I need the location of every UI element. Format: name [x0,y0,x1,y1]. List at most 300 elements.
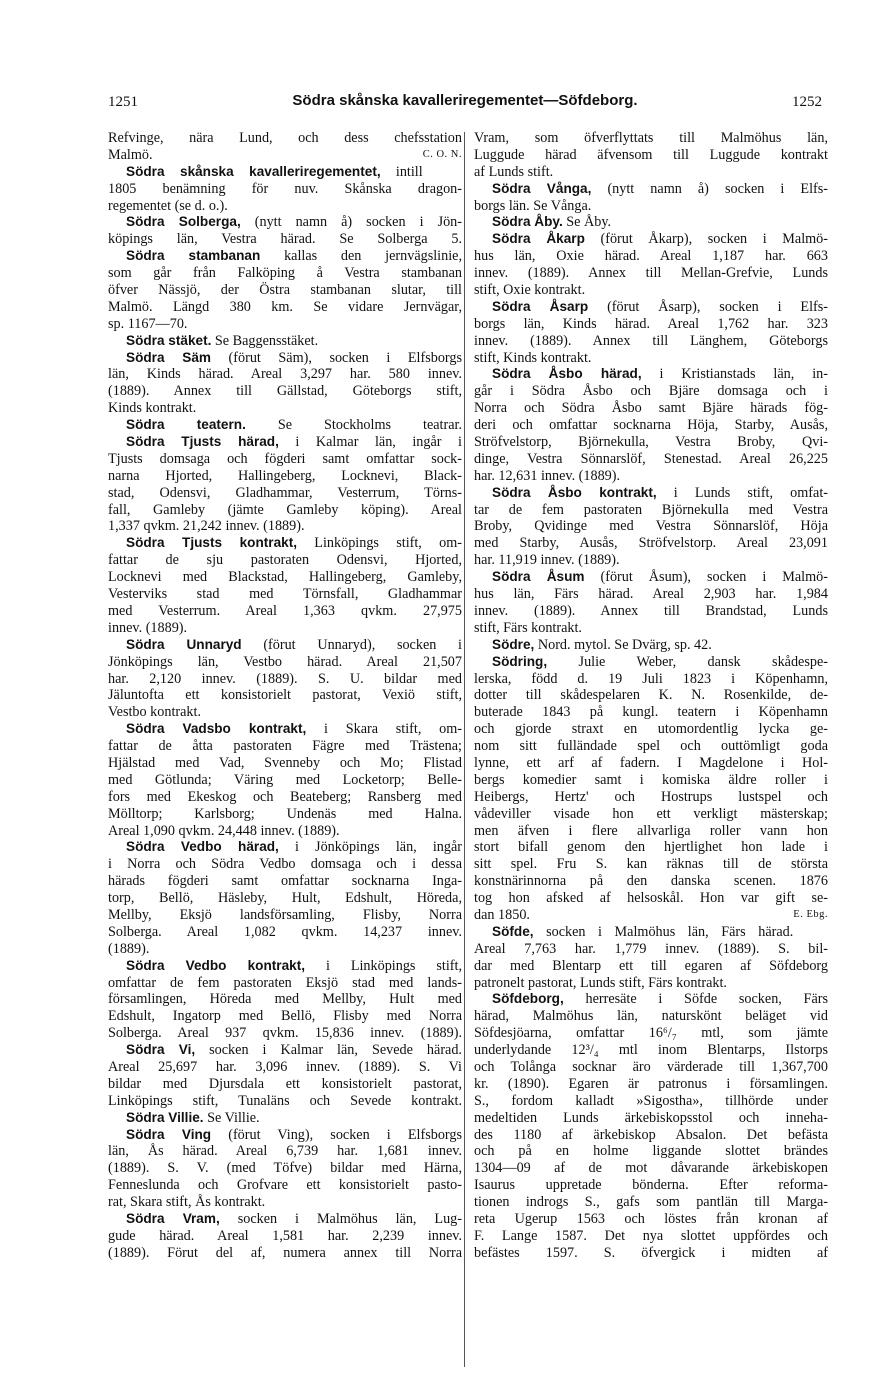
line-text: Vestbo kontrakt. [108,704,201,721]
text-line [474,366,828,383]
line-text: Mellby, Eksjö landsförsamling, Flisby, Norra [108,906,462,923]
text-line [108,164,462,181]
line-text: borgs län. Se Vånga. [474,197,592,214]
text-line [108,1025,462,1042]
line-text: (förut Ving), socken i Elfsborgs [211,1126,462,1143]
text-line [108,1177,462,1194]
text-line [108,1110,462,1127]
text-line [474,738,828,755]
line-text: (1889). S. V. (med Töfve) bildar med Härna, [108,1160,462,1177]
text-line [474,856,828,873]
line-text: 1304—09 af de mot dåvarande ärkebiskopen [474,1160,828,1177]
entry-headword: Södra Tjusts härad, [126,434,279,450]
text-line [108,434,462,451]
text-line [108,282,462,299]
line-text: Malmö. [108,146,153,163]
text-line [474,485,828,502]
page-number-left: 1251 [108,94,138,110]
text-line [108,265,462,282]
line-text: har. 2,120 innev. (1889). S. U. bildar med [108,670,462,687]
line-text: (förut Åsum), socken i Malmö- [584,569,828,586]
text-line [474,164,828,181]
text-line [474,214,828,231]
text-line [474,1127,828,1144]
line-text: dotter till skådespelaren K. N. Rosenkilde, de- [474,687,828,704]
line-text: län, Kinds härad. Areal 3,297 har. 580 innev. [108,366,462,383]
entry-headword: Södra Säm [126,349,212,365]
line-text: Se Baggensstäket. [211,332,319,349]
entry-headword: Södra Vadsbo kontrakt, [126,721,307,737]
text-line [474,282,828,299]
text-line [108,1076,462,1093]
text-line [474,924,828,941]
text-line [474,502,828,519]
line-text: Areal 7,763 har. 1,779 innev. (1889). S. bil- [474,940,828,957]
line-text: vådeviller visade hon ett verkligt mästerskap; [474,805,828,822]
line-text: af Lunds stift. [474,163,554,180]
line-text: med Götlunda; Väring med Locketorp; Belle- [108,771,462,788]
author-signature: E. Ebg. [793,908,828,920]
line-text: Julie Weber, dansk skådespe- [547,653,828,670]
line-text: narna Hjorted, Hallingeberg, Locknevi, Black- [108,467,462,484]
text-line [474,130,828,147]
text-line [108,1160,462,1177]
line-text: stift, Oxie kontrakt. [474,282,586,299]
line-text: herresäte i Söfde socken, Färs [563,991,828,1008]
line-text: medeltiden Lunds ärkebiskopsstol och inneha- [474,1109,828,1126]
line-text: Malmö. Längd 380 km. Se vidare Jernvägar, [108,298,462,315]
line-text: i Kalmar län, ingår i [278,434,462,451]
text-line [108,535,462,552]
entry-headword: Södring, [492,653,548,669]
text-line [108,890,462,907]
line-text: köpings län, Vestra härad. Se Solberga 5. [108,231,462,248]
text-line [474,569,828,586]
left-column [108,130,462,1262]
text-line [108,569,462,586]
text-line [108,856,462,873]
text-line [108,975,462,992]
text-line [108,738,462,755]
text-line [474,806,828,823]
line-text: och gjorde straxt en utomordentlig lycka ge- [474,721,828,738]
line-text: innev. (1889). [108,619,188,636]
text-line [474,654,828,671]
entry-headword: Södre, [492,636,535,652]
text-line [474,316,828,333]
text-line [108,586,462,603]
line-text: fors med Ekeskog och Beateberg; Ransberg med [108,788,462,805]
text-line [474,1245,828,1262]
page-number-right: 1252 [792,94,822,110]
entry-headword: Södra Vedbo härad, [126,839,279,855]
line-text: Heibergs, Hertz' och Hostrups lustspel och [474,788,828,805]
line-text: Mölltorp; Karlsborg; Undenäs med Halna. [108,805,462,822]
text-line [108,924,462,941]
text-line [108,1211,462,1228]
text-line [474,552,828,569]
line-text: i Kristianstads län, in- [641,366,828,383]
line-text: dan 1850. [474,906,530,923]
line-text: Kinds kontrakt. [108,400,197,417]
text-line [474,586,828,603]
text-line [474,975,828,992]
text-line [108,147,462,164]
line-text: tionen indrogs S., gafs som pantlän till Marga- [474,1194,828,1211]
text-line [108,755,462,772]
text-line [474,383,828,400]
entry-headword: Södra Solberga, [126,214,241,230]
line-text: Solberga. Areal 1,082 qvkm. 14,237 innev. [108,923,462,940]
line-text: konstnärinnorna på den danska scenen. 1876 [474,873,828,890]
line-text: socken i Kalmar län, Sevede härad. [195,1042,462,1059]
line-text: och på en holme liggande slottet brändes [474,1143,828,1160]
text-line [108,1093,462,1110]
text-line [108,721,462,738]
text-line [108,671,462,688]
text-line [474,958,828,975]
entry-headword: Södra skånska kavalleriregementet, [126,163,381,179]
text-line [108,316,462,333]
line-text: borgs län, Kinds härad. Areal 1,762 har. 323 [474,315,828,332]
text-line [108,1143,462,1160]
text-line [108,552,462,569]
entry-headword: Södra Vi, [126,1042,196,1058]
line-text: härad, Malmöhus län, naturskönt beläget vid [474,1008,828,1025]
text-line [108,468,462,485]
text-line [474,1160,828,1177]
text-line [108,907,462,924]
text-line [474,637,828,654]
line-text: Söfdesjöarna, omfattar 16⁶/₇ mtl, som jämte [474,1025,828,1042]
text-line [108,130,462,147]
line-text: som går från Falköping å Vestra stambanan [108,265,462,282]
column-divider [464,132,465,1367]
text-line [474,1228,828,1245]
entry-headword: Södra Åsbo kontrakt, [492,484,657,500]
entry-headword: Södra Ving [126,1126,212,1142]
text-line [108,485,462,502]
line-text: Linköpings stift, om- [297,535,462,552]
text-line [474,248,828,265]
text-line [474,1008,828,1025]
text-line [108,333,462,350]
entry-headword: Söfde, [492,923,534,939]
line-text: stift, Färs kontrakt. [474,619,582,636]
line-text: regementet (se d. o.). [108,197,228,214]
line-text: socken i Malmöhus län, Lug- [219,1211,462,1227]
line-text: Linköpings stift, Tunaläns och Sevede kontrakt. [108,1092,462,1109]
text-line [108,248,462,265]
text-line [108,400,462,417]
line-text: men äfven i flere allvarliga roller vann hon [474,822,828,839]
line-text: församlingen, Höreda med Mellby, Hult med [108,991,462,1008]
line-text: torp, Bellö, Häsleby, Hult, Edshult, Höreda, [108,890,462,907]
text-line [108,383,462,400]
line-text: innev. (1889). Annex till Brandstad, Lunds [474,602,828,619]
text-line [474,890,828,907]
line-text: Edshult, Ingatorp med Bellö, Flisby med Norra [108,1008,462,1025]
text-line [474,1211,828,1228]
text-line [108,502,462,519]
line-text: rat, Skara stift, Ås kontrakt. [108,1194,266,1211]
line-text: des 1180 af ärkebiskop Absalon. Det befästa [474,1126,828,1143]
line-text: innev. (1889). Annex till Mellan-Grefvie, Lunds [474,265,828,282]
text-line [108,941,462,958]
line-text: deri och omfattar socknarna Höja, Starby, Ausås, [474,417,828,434]
text-line [474,839,828,856]
text-line [108,417,462,434]
text-line [474,1194,828,1211]
entry-headword: Södra Villie. [126,1109,204,1125]
line-text: (förut Säm), socken i Elfsborgs [211,349,462,366]
line-text: dar med Blentarp ett till egaren af Söfdeborg [474,957,828,974]
line-text: Norra och Södra Åsbo samt Bjäre härads fög- [474,400,828,417]
text-line [474,400,828,417]
line-text: Locknevi med Blackstad, Hallingeberg, Gamleby, [108,569,462,586]
entry-headword: Södra Vånga, [492,180,592,196]
line-text: Areal 1,090 qvkm. 24,448 innev. (1889). [108,822,340,839]
line-text: och Tolånga socknar äro värderade till 1,367,700 [474,1058,828,1075]
line-text: Jäluntofta ett konsistorielt pastorat, Vexiö stift, [108,687,462,704]
text-line [474,823,828,840]
line-text: län, Ås härad. Areal 6,739 har. 1,681 innev. [108,1143,462,1160]
line-text: reta Ugerup 1563 och löstes från kronan af [474,1211,828,1227]
line-text: Broby, Qvidinge med Vestra Sönnarslöf, Höja [474,518,828,535]
entry-headword: Södra Åsum [492,569,585,585]
line-text: sp. 1167—70. [108,315,188,332]
entry-headword: Södra teatern. [126,417,246,433]
text-line [474,198,828,215]
text-line [108,704,462,721]
text-line [474,451,828,468]
line-text: innev. (1889). Annex till Länghem, Göteborgs [474,332,828,349]
line-text: tar de fem pastoraten Björnekulla med Vestra [474,501,828,518]
text-line [474,417,828,434]
line-text: tog hon afsked af helsoskål. Hon var gift se- [474,890,828,907]
line-text: lerska, född d. 19 Juli 1823 i Köpenhamn, [474,670,828,687]
text-line [108,451,462,468]
line-text: med Starby, Ausås, Ströfvelstorp. Areal 23,091 [474,535,828,552]
line-text: gude härad. Areal 1,581 har. 2,239 innev. [108,1227,462,1244]
text-line [108,654,462,671]
line-text: (1889). Annex till Gällstad, Göteborgs stift, [108,383,462,400]
text-line [474,333,828,350]
line-text: hus län, Oxie härad. Areal 1,187 har. 663 [474,248,828,265]
text-line [474,265,828,282]
text-line [474,231,828,248]
text-line [474,1143,828,1160]
line-text: i Linköpings stift, [305,957,462,974]
line-text: (nytt namn å) socken i Elfs- [591,180,828,197]
text-line [108,603,462,620]
line-text: Hjälstad med Vad, Svenneby och Mo; Flistad [108,754,462,771]
entry-headword: Södra Åsbo härad, [492,366,642,382]
line-text: stad, Odensvi, Gladhammar, Vesterrum, Törns- [108,484,462,501]
text-line [108,1194,462,1211]
text-line [474,350,828,367]
line-text: fall, Gamleby (jämte Gamleby köping). Areal [108,501,462,518]
entry-headword: Södra Vram, [126,1211,220,1226]
text-line [108,772,462,789]
text-line [108,214,462,231]
line-text: Se Åby. [562,214,612,231]
entry-headword: Södra Åsarp [492,298,589,314]
line-text: (nytt namn å) socken i Jön- [240,214,463,231]
line-text: buterade 1843 på kungl. teatern i Köpenhamn [474,704,828,721]
text-line [108,1042,462,1059]
text-line [108,637,462,654]
text-line [474,704,828,721]
line-text: härads fögderi samt omfattar socknarna Inga- [108,873,462,890]
line-text: (1889). Förut del af, numera annex till Norra [108,1244,462,1261]
text-line [108,1228,462,1245]
text-line [474,772,828,789]
line-text: fattar de åtta pastoraten Fägre med Trästena; [108,738,462,755]
text-line [108,1127,462,1144]
line-text: i Skara stift, om- [306,721,463,738]
line-text: Se Stockholms teatrar. [245,417,463,434]
line-text: omfattar de fem pastoraten Eksjö stad med lands- [108,974,462,991]
text-line [108,518,462,535]
line-text: sitt spel. Fru S. kan räknas till de största [474,856,828,873]
right-column [474,130,828,1262]
line-text: 1,337 qvkm. 21,242 innev. (1889). [108,518,305,535]
line-text: Solberga. Areal 937 qvkm. 15,836 innev. (1889). [108,1025,462,1042]
text-line [474,181,828,198]
line-text: med Vesterrum. Areal 1,363 qvkm. 27,975 [108,602,462,619]
line-text: (förut Åsarp), socken i Elfs- [588,298,829,315]
text-line [474,620,828,637]
text-line [474,299,828,316]
line-text: kallas den jernvägslinie, [260,248,462,265]
line-text: Ströfvelstorp, Björnekulla, Vestra Broby, Qvi- [474,434,828,451]
line-text: 1805 benämning för nuv. Skånska dragon- [108,180,462,197]
line-text: i Lunds stift, omfat- [656,484,828,501]
text-line [108,299,462,316]
line-text: underlydande 12³/₄ mtl inom Blentarps, Ilstorps [474,1042,828,1059]
line-text: Tjusts domsaga och fögderi samt omfattar sock- [108,450,462,467]
entry-headword: Söfdeborg, [492,991,564,1007]
entry-headword: Södra Vedbo kontrakt, [126,957,306,973]
line-text: lynne, ett arf af fadern. I Magdelone i Hol- [474,754,828,771]
line-text: stort bifall genom den hjertlighet hon lade i [474,839,828,856]
text-line [108,806,462,823]
text-line [474,518,828,535]
text-line [474,873,828,890]
text-line [474,1093,828,1110]
text-line [108,366,462,383]
author-signature: C. O. N. [422,148,462,160]
text-line [474,1110,828,1127]
line-text: hus län, Färs härad. Areal 2,903 har. 1,984 [474,586,828,603]
text-line [474,1177,828,1194]
line-text: Vram, som öfverflyttats till Malmöhus län, [474,130,828,146]
text-line [474,687,828,704]
line-text: går i Södra Åsbo och Bjäre domsaga och i [474,383,828,400]
text-line [474,671,828,688]
entry-headword: Södra Åby. [492,214,563,230]
line-text: (1889). [108,940,150,957]
line-text: i Norra och Södra Vedbo domsaga och i dessa [108,856,462,873]
entry-headword: Södra Åkarp [492,231,585,247]
text-line [474,755,828,772]
text-line [474,1042,828,1059]
text-line [108,181,462,198]
text-line [474,1076,828,1093]
line-text: dinge, Vestra Sönnarslöf, Stenestad. Areal 26,225 [474,450,828,467]
line-text: Refvinge, nära Lund, och dess chefsstation [108,130,462,146]
line-text: Areal 25,697 har. 3,096 innev. (1889). S. Vi [108,1058,462,1075]
line-text: Luggude härad äfvensom till Luggude kontrakt [474,146,828,163]
text-line [474,721,828,738]
text-line [108,823,462,840]
line-text: stift, Kinds kontrakt. [474,349,592,366]
line-text: har. 11,919 innev. (1889). [474,552,620,569]
entry-headword: Södra Tjusts kontrakt, [126,535,298,551]
line-text: kr. (1890). Egaren är patronus i församlingen. [474,1075,828,1092]
text-line [108,687,462,704]
line-text: bildar med Djursdala ett konsistorielt pastorat, [108,1075,462,1092]
text-line [108,873,462,890]
line-text: bergs komedier samt i komiska äldre roller i [474,771,828,788]
page-header [108,92,822,116]
line-text: Jönköpings län, Vestbo härad. Areal 21,507 [108,653,462,670]
text-line [474,1025,828,1042]
text-line [108,1245,462,1262]
text-line [108,198,462,215]
text-line [108,620,462,637]
line-text: S., fordom kalladt »Sigostha», tillhörde under [474,1092,828,1109]
text-line [474,991,828,1008]
text-line [108,958,462,975]
line-text: intill [380,163,423,180]
text-line [474,603,828,620]
text-line [474,535,828,552]
text-line [108,1008,462,1025]
line-text: (förut Unnaryd), socken i [241,636,462,653]
entry-headword: Södra stäket. [126,332,212,348]
line-text: har. 12,631 innev. (1889). [474,467,621,484]
text-line [108,991,462,1008]
entry-headword: Södra stambanan [126,248,261,264]
text-line [474,1059,828,1076]
text-line [108,350,462,367]
text-line [474,468,828,485]
running-title: Södra skånska kavalleriregementet—Söfdeborg. [292,92,638,109]
line-text: F. Lange 1587. Det nya slottet uppfördes och [474,1227,828,1244]
text-line [474,907,828,924]
line-text: öfver Nässjö, der Östra stambanan slutar, till [108,282,462,299]
text-line [108,839,462,856]
text-line [474,941,828,958]
text-line [474,147,828,164]
text-line [474,789,828,806]
line-text: patronelt pastorat, Lunds stift, Färs kontrakt. [474,974,727,991]
text-line [108,1059,462,1076]
line-text: (förut Åkarp), socken i Malmö- [584,231,828,248]
text-line [474,434,828,451]
line-text: Nord. mytol. Se Dvärg, sp. 42. [534,636,712,653]
line-text: nom sitt fulländade spel och outtömligt goda [474,738,828,755]
text-line [108,231,462,248]
entry-headword: Södra Unnaryd [126,636,242,652]
line-text: socken i Malmöhus län, Färs härad. [533,923,794,940]
line-text: i Jönköpings län, ingår [278,839,462,856]
line-text: fattar de sju pastoraten Odensvi, Hjorted, [108,552,462,569]
text-line [108,789,462,806]
line-text: befästes 1597. S. öfvergick i midten af [474,1244,828,1261]
